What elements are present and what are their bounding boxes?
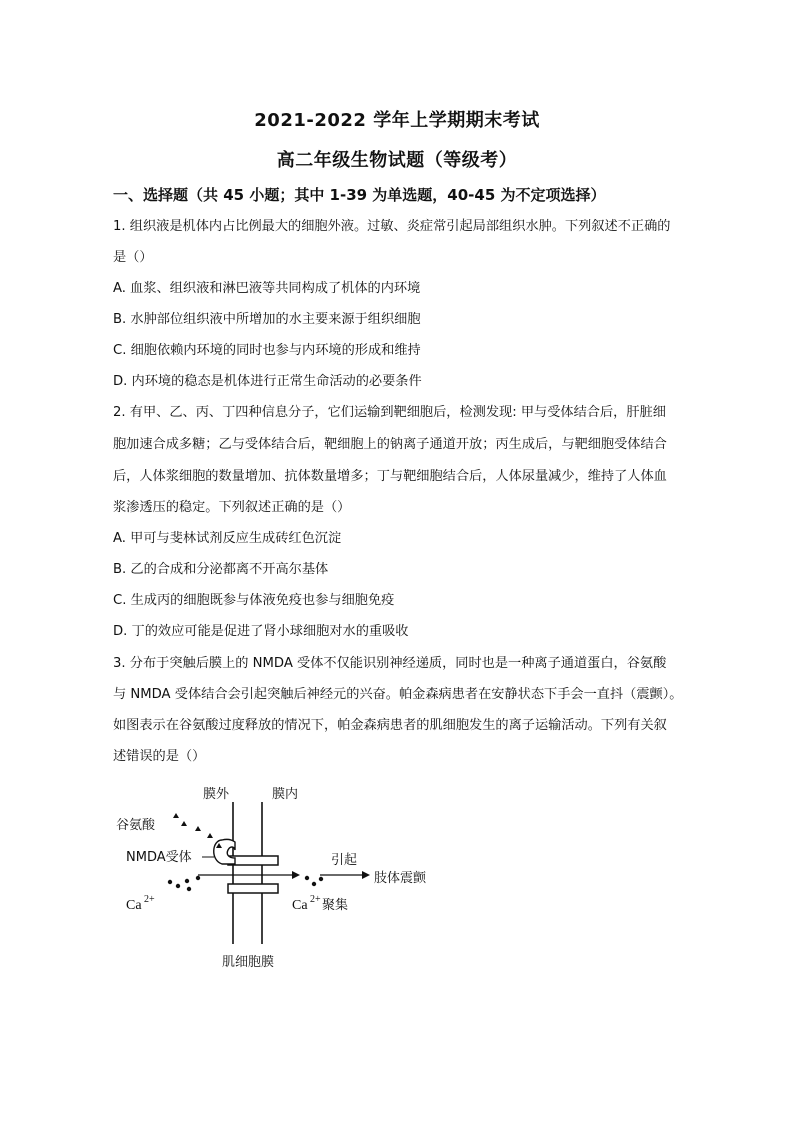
calcium-ion-dot xyxy=(319,877,323,881)
label-calcium-right-sup: 2+ xyxy=(310,894,321,905)
q1-stem-line-1: 1. 组织液是机体内占比例最大的细胞外液。过敏、炎症常引起局部组织水肿。下列叙述不正确的 xyxy=(113,219,671,234)
label-inside: 膜内 xyxy=(272,787,299,802)
q3-stem-line-1: 3. 分布于突触后膜上的 NMDA 受体不仅能识别神经递质，同时也是一种离子通道蛋白，谷氨酸 xyxy=(113,656,667,671)
calcium-ion-dot xyxy=(305,876,309,880)
q1-option-a: A. 血浆、组织液和淋巴液等共同构成了机体的内环境 xyxy=(113,281,421,296)
label-causes: 引起 xyxy=(331,853,358,868)
label-calcium-left-sup: 2+ xyxy=(144,894,155,905)
glutamate-triangle xyxy=(173,813,179,818)
causes-arrowhead xyxy=(362,871,370,879)
glutamate-triangle xyxy=(207,833,213,838)
q2-option-d: D. 丁的效应可能是促进了肾小球细胞对水的重吸收 xyxy=(113,624,409,639)
glutamate-triangle xyxy=(195,826,201,831)
q2-stem-line-4: 浆渗透压的稳定。下列叙述正确的是（） xyxy=(113,500,351,515)
label-calcium-right: Ca xyxy=(292,898,308,913)
label-tremor: 肢体震颤 xyxy=(374,871,427,886)
calcium-ion-dot xyxy=(187,887,191,891)
label-calcium-left: Ca xyxy=(126,898,142,913)
exam-title: 2021-2022 学年上学期期末考试 xyxy=(254,110,540,131)
label-glutamate: 谷氨酸 xyxy=(116,818,156,833)
calcium-ion-dot xyxy=(168,880,172,884)
label-outside: 膜外 xyxy=(203,787,230,802)
ion-flow-arrowhead xyxy=(292,871,300,879)
q1-option-c: C. 细胞依赖内环境的同时也参与内环境的形成和维持 xyxy=(113,343,421,358)
label-nmda-receptor: NMDA受体 xyxy=(126,850,192,865)
calcium-ion-dot xyxy=(196,876,200,880)
q2-stem-line-1: 2. 有甲、乙、丙、丁四种信息分子，它们运输到靶细胞后，检测发现: 甲与受体结合后，肝脏细 xyxy=(113,405,666,420)
q3-stem-line-2: 与 NMDA 受体结合会引起突触后神经元的兴奋。帕金森病患者在安静状态下手会一直抖（震颤）。 xyxy=(113,687,683,702)
q1-option-d: D. 内环境的稳态是机体进行正常生命活动的必要条件 xyxy=(113,374,422,389)
nmda-receptor-diagram xyxy=(110,778,450,978)
label-calcium-accumulate: 聚集 xyxy=(322,898,349,913)
channel-protein-bottom xyxy=(228,884,278,893)
section-heading: 一、选择题（共 45 小题；其中 1-39 为单选题，40-45 为不定项选择） xyxy=(113,186,606,204)
q2-option-c: C. 生成丙的细胞既参与体液免疫也参与细胞免疫 xyxy=(113,593,395,608)
q2-stem-line-2: 胞加速合成多糖；乙与受体结合后，靶细胞上的钠离子通道开放；丙生成后，与靶细胞受体结合 xyxy=(113,437,667,452)
exam-subtitle: 高二年级生物试题（等级考） xyxy=(276,150,518,171)
q3-stem-line-4: 述错误的是（） xyxy=(113,749,206,764)
glutamate-triangle xyxy=(181,821,187,826)
q1-option-b: B. 水肿部位组织液中所增加的水主要来源于组织细胞 xyxy=(113,312,421,327)
calcium-ion-dot xyxy=(312,882,316,886)
q2-option-b: B. 乙的合成和分泌都离不开高尔基体 xyxy=(113,562,329,577)
nmda-receptor-icon xyxy=(214,839,235,864)
q1-stem-line-2: 是（） xyxy=(113,250,153,265)
label-muscle-membrane: 肌细胞膜 xyxy=(222,955,275,970)
calcium-ion-dot xyxy=(176,884,180,888)
q2-stem-line-3: 后，人体浆细胞的数量增加、抗体数量增多；丁与靶细胞结合后，人体尿量减少，维持了人体血 xyxy=(113,469,667,484)
calcium-ion-dot xyxy=(185,879,189,883)
q2-option-a: A. 甲可与斐林试剂反应生成砖红色沉淀 xyxy=(113,531,342,546)
q3-stem-line-3: 如图表示在谷氨酸过度释放的情况下，帕金森病患者的肌细胞发生的离子运输活动。下列有关叙 xyxy=(113,718,667,733)
